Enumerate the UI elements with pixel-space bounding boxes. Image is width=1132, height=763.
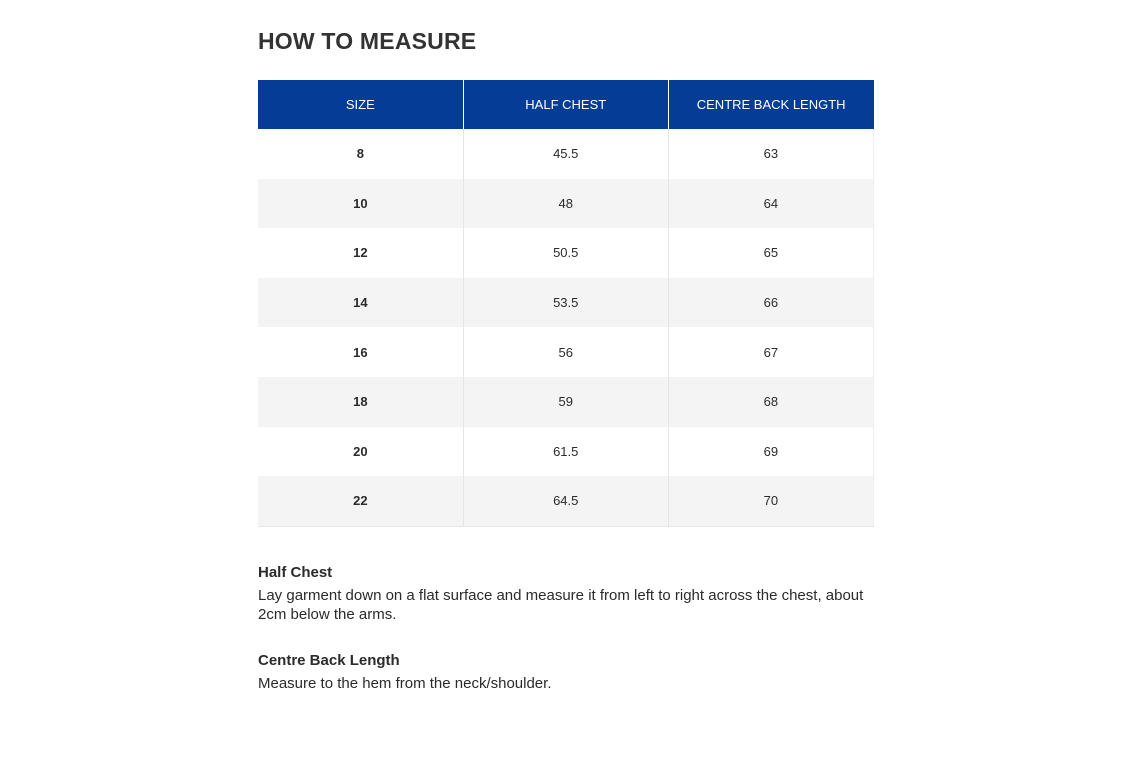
cell-half-chest: 64.5 <box>463 476 668 526</box>
cell-centre-back-length: 63 <box>668 129 873 179</box>
cell-centre-back-length: 69 <box>668 427 873 477</box>
note-heading-centre-back-length: Centre Back Length <box>258 652 400 669</box>
note-text-centre-back-length: Measure to the hem from the neck/shoulder. <box>258 675 552 692</box>
note-text-half-chest: Lay garment down on a flat surface and measure it from left to right across the chest, about 2cm below the arms. <box>258 587 864 623</box>
note-centre-back-length <box>258 651 878 693</box>
header-centre-back-length: CENTRE BACK LENGTH <box>668 80 873 129</box>
size-table <box>258 80 874 527</box>
cell-centre-back-length: 65 <box>668 228 873 278</box>
table-row <box>258 228 874 278</box>
cell-size: 12 <box>258 228 463 278</box>
cell-size: 18 <box>258 377 463 427</box>
cell-half-chest: 48 <box>463 179 668 229</box>
header-size: SIZE <box>258 80 463 129</box>
header-half-chest: HALF CHEST <box>463 80 668 129</box>
table-header-row <box>258 80 874 129</box>
cell-centre-back-length: 70 <box>668 476 873 526</box>
table-row <box>258 179 874 229</box>
cell-half-chest: 53.5 <box>463 278 668 328</box>
page-title: HOW TO MEASURE <box>258 28 477 54</box>
table-row <box>258 129 874 179</box>
table-row <box>258 427 874 477</box>
cell-centre-back-length: 67 <box>668 327 873 377</box>
cell-half-chest: 56 <box>463 327 668 377</box>
cell-half-chest: 61.5 <box>463 427 668 477</box>
cell-size: 16 <box>258 327 463 377</box>
cell-size: 20 <box>258 427 463 477</box>
cell-half-chest: 59 <box>463 377 668 427</box>
cell-size: 22 <box>258 476 463 526</box>
cell-size: 8 <box>258 129 463 179</box>
note-heading-half-chest: Half Chest <box>258 564 333 581</box>
cell-centre-back-length: 64 <box>668 179 873 229</box>
cell-centre-back-length: 68 <box>668 377 873 427</box>
note-half-chest <box>258 563 878 624</box>
table-row <box>258 377 874 427</box>
cell-size: 14 <box>258 278 463 328</box>
cell-centre-back-length: 66 <box>668 278 873 328</box>
cell-size: 10 <box>258 179 463 229</box>
cell-half-chest: 45.5 <box>463 129 668 179</box>
table-row <box>258 278 874 328</box>
cell-half-chest: 50.5 <box>463 228 668 278</box>
table-row <box>258 327 874 377</box>
table-row <box>258 476 874 526</box>
